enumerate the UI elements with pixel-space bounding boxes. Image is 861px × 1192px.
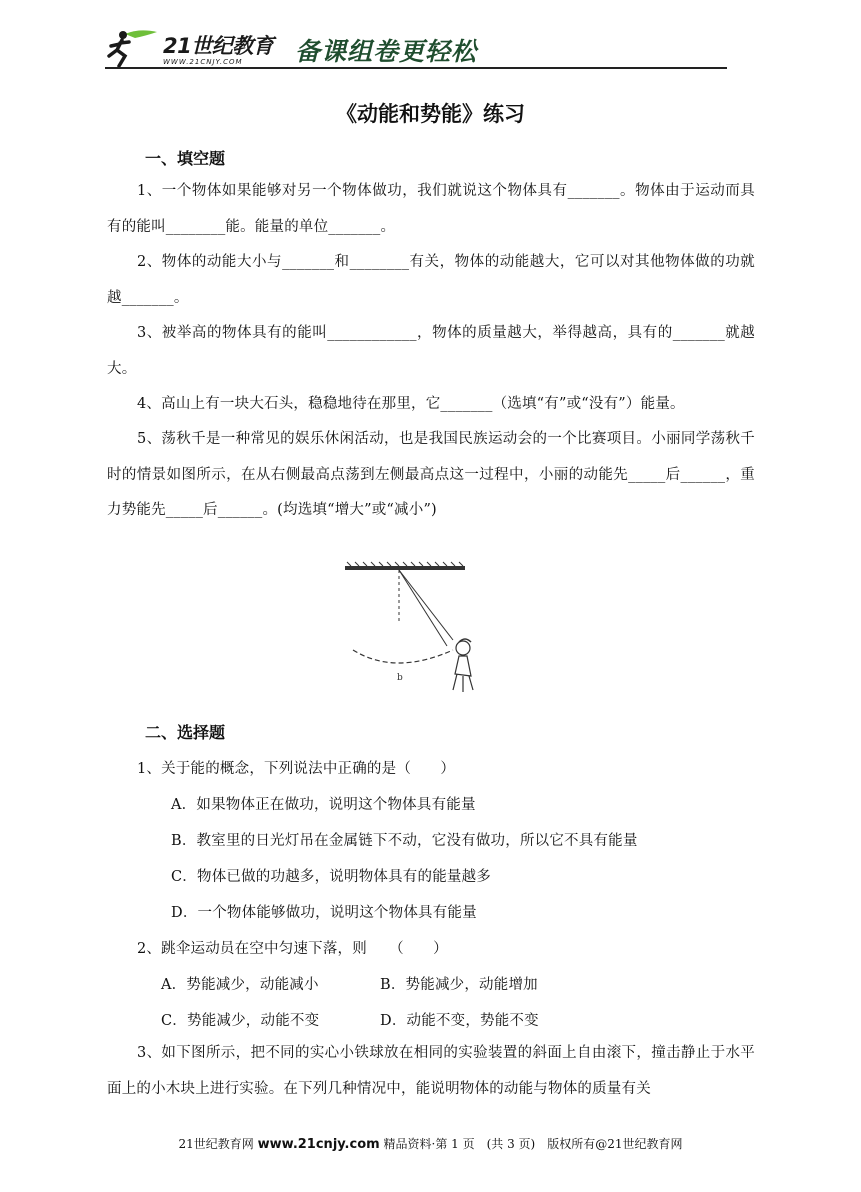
question-choice-2-option-b: B．势能减少，动能增加	[380, 977, 538, 993]
question-fill-1: 1、一个物体如果能够对另一个物体做功，我们就说这个物体具有_______。物体由于运动而具有的能叫________能。能量的单位_______。	[107, 183, 755, 235]
page-header	[105, 26, 727, 70]
question-choice-1-option-b: B．教室里的日光灯吊在金属链下不动，它没有做功，所以它不具有能量	[171, 833, 638, 849]
footer-url: www.21cnjy.com	[257, 1137, 380, 1152]
question-choice-2-option-c: C．势能减少，动能不变	[161, 1013, 320, 1029]
header-slogan: 备课组卷更轻松	[295, 37, 478, 66]
question-choice-1-option-d: D．一个物体能够做功，说明这个物体具有能量	[171, 905, 477, 921]
question-choice-2-option-d: D．动能不变，势能不变	[380, 1013, 539, 1029]
figure-label-b: b	[397, 673, 403, 683]
question-choice-3: 3、如下图所示，把不同的实心小铁球放在相同的实验装置的斜面上自由滚下，撞击静止于水平面上的小木块上进行实验。在下列几种情况中，能说明物体的动能与物体的质量有关	[107, 1045, 755, 1097]
footer-page-info: 精品资料·第 1 页 (共 3 页) 版权所有@21世纪教育网	[383, 1137, 683, 1151]
question-fill-4: 4、高山上有一块大石头，稳稳地待在那里，它_______（选填“有”或“没有”）能量。	[137, 396, 685, 412]
question-choice-1-option-a: A．如果物体正在做功，说明这个物体具有能量	[171, 797, 476, 813]
header-divider	[105, 67, 727, 69]
page-title: 《动能和势能》练习	[336, 101, 525, 126]
question-choice-1-option-c: C．物体已做的功越多，说明物体具有的能量越多	[171, 869, 491, 885]
question-choice-1-stem: 1、关于能的概念，下列说法中正确的是（ ）	[137, 761, 456, 777]
section-choice-heading: 二、选择题	[145, 723, 226, 742]
question-choice-2-stem: 2、跳伞运动员在空中匀速下落，则 （ ）	[137, 941, 448, 957]
question-choice-2-option-a: A．势能减少，动能减小	[161, 977, 319, 993]
section-fill-in-heading: 一、填空题	[145, 149, 226, 168]
page-footer	[0, 1135, 861, 1152]
runner-logo-icon	[105, 26, 165, 68]
logo-url: WWW.21CNJY.COM	[163, 58, 243, 66]
question-fill-2: 2、物体的动能大小与_______和________有关，物体的动能越大，它可以对其他物体做的功就越_______。	[107, 254, 755, 306]
question-fill-5: 5、荡秋千是一种常见的娱乐休闲活动，也是我国民族运动会的一个比赛项目。小丽同学荡秋千时的情景如图所示，在从右侧最高点荡到左侧最高点这一过程中，小丽的动能先_____后______，重力势能先_____后______。(均选填“增大”或“减小”)	[107, 431, 755, 518]
question-fill-3: 3、被举高的物体具有的能叫____________，物体的质量越大，举得越高，具有的_______就越大。	[107, 325, 755, 377]
swing-figure	[335, 558, 495, 698]
logo-text: 21世纪教育	[163, 34, 274, 58]
footer-site: 21世纪教育网	[178, 1137, 254, 1151]
